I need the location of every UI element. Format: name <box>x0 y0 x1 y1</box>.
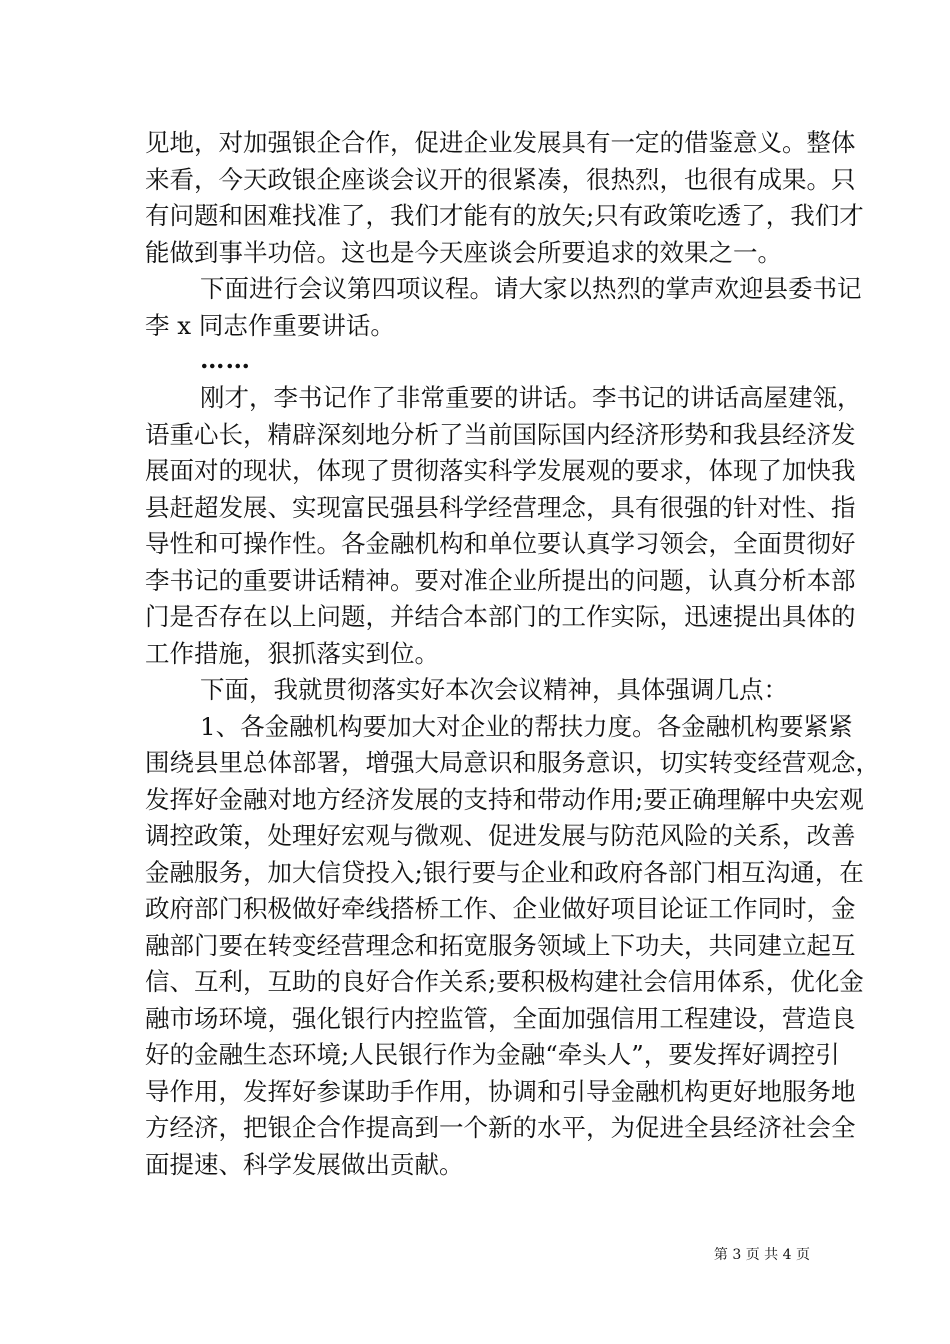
body-line-25: 融市场环境，强化银行内控监管，全面加强信用工程建设，营造良 <box>145 1004 856 1033</box>
body-line-24: 信、互利，互助的良好合作关系;要积极构建社会信用体系，优化金 <box>145 967 864 996</box>
body-line-9: 语重心长，精辟深刻地分析了当前国际国内经济形势和我县经济发 <box>145 420 856 449</box>
body-line-28: 方经济，把银企合作提高到一个新的水平，为促进全县经济社会全 <box>145 1113 856 1142</box>
body-line-14: 门是否存在以上问题，并结合本部门的工作实际，迅速提出具体的 <box>145 602 856 631</box>
body-line-2: 来看，今天政银企座谈会议开的很紧凑，很热烈，也很有成果。只 <box>145 165 856 194</box>
body-line-18: 围绕县里总体部署，增强大局意识和服务意识，切实转变经营观念， <box>145 748 880 777</box>
page-number: 第 3 页 共 4 页 <box>713 1247 810 1263</box>
body-line-8: 刚才，李书记作了非常重要的讲话。李书记的讲话高屋建瓴， <box>200 383 862 412</box>
body-line-20: 调控政策，处理好宏观与微观、促进发展与防范风险的关系，改善 <box>145 821 856 850</box>
body-line-16: 下面，我就贯彻落实好本次会议精神，具体强调几点： <box>200 675 788 704</box>
body-line-27: 导作用，发挥好参谋助手作用，协调和引导金融机构更好地服务地 <box>145 1077 856 1106</box>
body-line-26: 好的金融生态环境;人民银行作为金融“牵头人”，要发挥好调控引 <box>145 1040 840 1069</box>
body-line-13: 李书记的重要讲话精神。要对准企业所提出的问题，认真分析本部 <box>145 566 856 595</box>
body-line-29: 面提速、科学发展做出贡献。 <box>145 1150 464 1179</box>
body-line-11: 县赶超发展、实现富民强县科学经营理念，具有很强的针对性、指 <box>145 493 856 522</box>
body-line-5: 下面进行会议第四项议程。请大家以热烈的掌声欢迎县委书记 <box>200 274 862 303</box>
body-line-12: 导性和可操作性。各金融机构和单位要认真学习领会，全面贯彻好 <box>145 529 856 558</box>
body-line-21: 金融服务，加大信贷投入;银行要与企业和政府各部门相互沟通，在 <box>145 858 864 887</box>
body-line-4: 能做到事半功倍。这也是今天座谈会所要追求的效果之一。 <box>145 238 782 267</box>
body-line-10: 展面对的现状，体现了贯彻落实科学发展观的要求，体现了加快我 <box>145 456 856 485</box>
body-line-19: 发挥好金融对地方经济发展的支持和带动作用;要正确理解中央宏观 <box>145 785 864 814</box>
body-line-1: 见地，对加强银企合作，促进企业发展具有一定的借鉴意义。整体 <box>145 128 856 157</box>
body-line-6: 李 x 同志作重要讲话。 <box>145 311 395 340</box>
body-line-23: 融部门要在转变经营理念和拓宽服务领域上下功夫，共同建立起互 <box>145 931 856 960</box>
body-line-17: 1、各金融机构要加大对企业的帮扶力度。各金融机构要紧紧 <box>200 712 853 741</box>
ellipsis-line: …… <box>200 345 251 374</box>
body-line-3: 有问题和困难找准了，我们才能有的放矢;只有政策吃透了，我们才 <box>145 201 864 230</box>
body-line-15: 工作措施，狠抓落实到位。 <box>145 639 439 668</box>
body-line-22: 政府部门积极做好牵线搭桥工作、企业做好项目论证工作同时，金 <box>145 894 856 923</box>
